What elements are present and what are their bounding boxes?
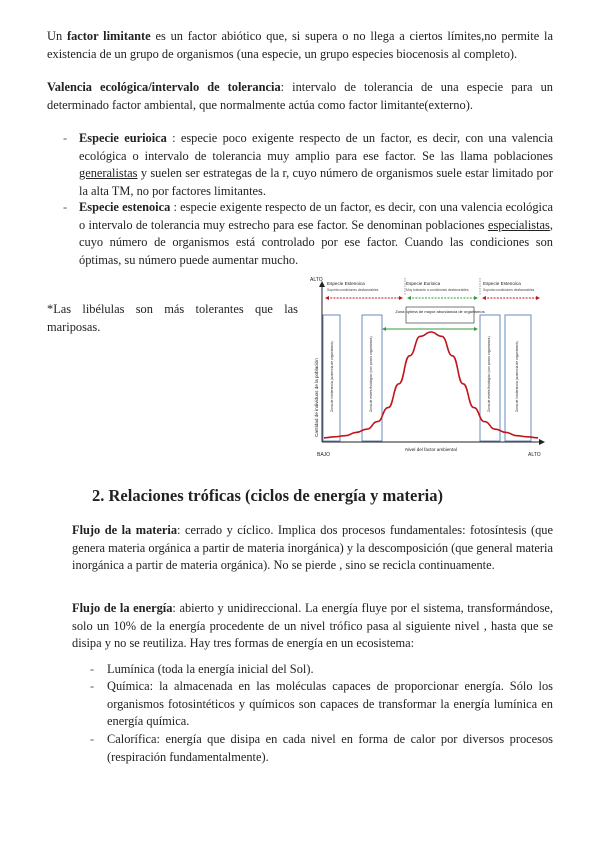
text-pre: Un <box>47 29 67 43</box>
factor-limitante-paragraph <box>47 28 553 63</box>
materia-text: : cerrado y cíclico. Implica dos procesos fundamentales: fotosíntesis (que genera materia orgánica a partir de materia inorgánica) y la descomposición (que general materia inorgánica a partir de materia orgánica). No se pierde , sino se recicla continuamente. <box>72 523 553 572</box>
energy-form-calorifica: Calorífica: energía que disipa en cada nivel en forma de calor por diversos procesos (respiración fundamentalmente). <box>107 732 553 764</box>
zone-label-4: Zona de intolerancia (ausencia de organismos) <box>515 341 519 412</box>
y-high-label: ALTO <box>310 277 323 283</box>
top-label-left: Especie Estenoica <box>327 281 365 286</box>
list-dash: - <box>90 679 95 693</box>
top-sub-left: Soporta condiciones desfavorables <box>327 288 379 292</box>
valencia-text: : intervalo de tolerancia de una especie para un determinado factor ambiental, que normalmente actúa como factor limitante(externo). <box>47 80 553 112</box>
factor-limitante-text: es un factor abiótico que, si supera o no llega a ciertos límites,no permite la existencia de un grupo de organismos (una especie, un grupo especies biocenosis al completo). <box>47 29 553 61</box>
libelulas-note: *Las libélulas son más tolerantes que las mariposas. <box>47 302 298 334</box>
eurioica-text-a: : especie poco exigente respecto de un factor, es decir, con una valencia ecológica o intervalo de tolerancia muy amplio para ese factor. Se las llama poblaciones <box>79 131 553 163</box>
list-dash: - <box>63 200 68 214</box>
materia-paragraph <box>72 522 553 575</box>
valencia-paragraph <box>47 79 553 114</box>
generalistas-word: generalistas <box>79 166 138 180</box>
estenoica-text-b: , cuyo número de organismos está controlado por ese factor. Cuando las condiciones son óptimas, su número puede aumentar mucho. <box>79 217 553 267</box>
energy-form-quimica: Química: la almacenada en las moléculas capaces de proporcionar energía. Sólo los organismos fotosintéticos y químicos son capaces de transformar la energía lumínica en energía química. <box>107 679 553 728</box>
optimal-zone-label: Zona optima de mayor abundancia de organismos <box>395 309 485 314</box>
x-axis-label: Nivel del factor ambiental <box>405 447 457 452</box>
x-high-label: ALTO <box>528 452 541 458</box>
energia-paragraph <box>72 600 553 653</box>
list-dash: - <box>90 662 95 676</box>
y-axis-label: Cantidad de individuos de la población <box>314 358 319 437</box>
eurioica-term: Especie eurioica <box>79 131 167 145</box>
tolerance-chart <box>308 272 553 462</box>
estenoica-item <box>79 199 553 269</box>
zone-label-1: Zona de intolerancia (ausencia de organismos) <box>330 341 334 412</box>
especialistas-word: especialistas <box>487 217 550 232</box>
energia-term: Flujo de la energía <box>72 601 173 615</box>
x-axis-arrow <box>539 439 545 445</box>
section2-heading: 2. Relaciones tróficas (ciclos de energía y materia) <box>92 486 443 505</box>
valencia-term: Valencia ecológica/intervalo de tolerancia <box>47 80 281 94</box>
energy-form-luminica: Lumínica (toda la energía inicial del Sol). <box>107 662 314 676</box>
top-label-right: Especie Estenoica <box>483 281 521 286</box>
factor-limitante-term: factor limitante <box>66 29 151 43</box>
x-low-label: BAJO <box>317 452 331 458</box>
zone-label-2: Zona de estrés fisiológico (con pocos organismos) <box>369 336 373 412</box>
top-label-center: Especie Eurioica <box>406 281 441 286</box>
top-sub-center: Muy tolerante a condiciones desfavorables <box>406 288 469 292</box>
materia-term: Flujo de la materia <box>72 523 178 537</box>
list-dash: - <box>90 732 95 746</box>
zone-label-3: Zona de estrés fisiológico (con pocos organismos) <box>487 336 491 412</box>
energia-text: : abierto y unidireccional. La energía fluye por el sistema, transformándose, solo un 10% de la energía procedente de un nivel trófico pasa al siguiente nivel , hasta que se disipa y no se reutiliza. Hay tres formas de energía en un ecosistema: <box>72 601 553 650</box>
eurioica-text-b: y suelen ser estrategas de la r, cuyo número de organismos suele estar limitado por la alta TM, no por factores limitantes. <box>79 166 553 198</box>
estenoica-text-a: : especie exigente respecto de un factor, es decir, con una valencia ecológica o intervalo de tolerancia muy estrecho para ese factor. Se denominan poblaciones <box>79 200 553 232</box>
top-sub-right: Soporta condiciones desfavorables <box>483 288 535 292</box>
list-dash: - <box>63 131 68 145</box>
eurioica-item <box>79 130 553 200</box>
estenoica-term: Especie estenoica <box>79 200 171 214</box>
